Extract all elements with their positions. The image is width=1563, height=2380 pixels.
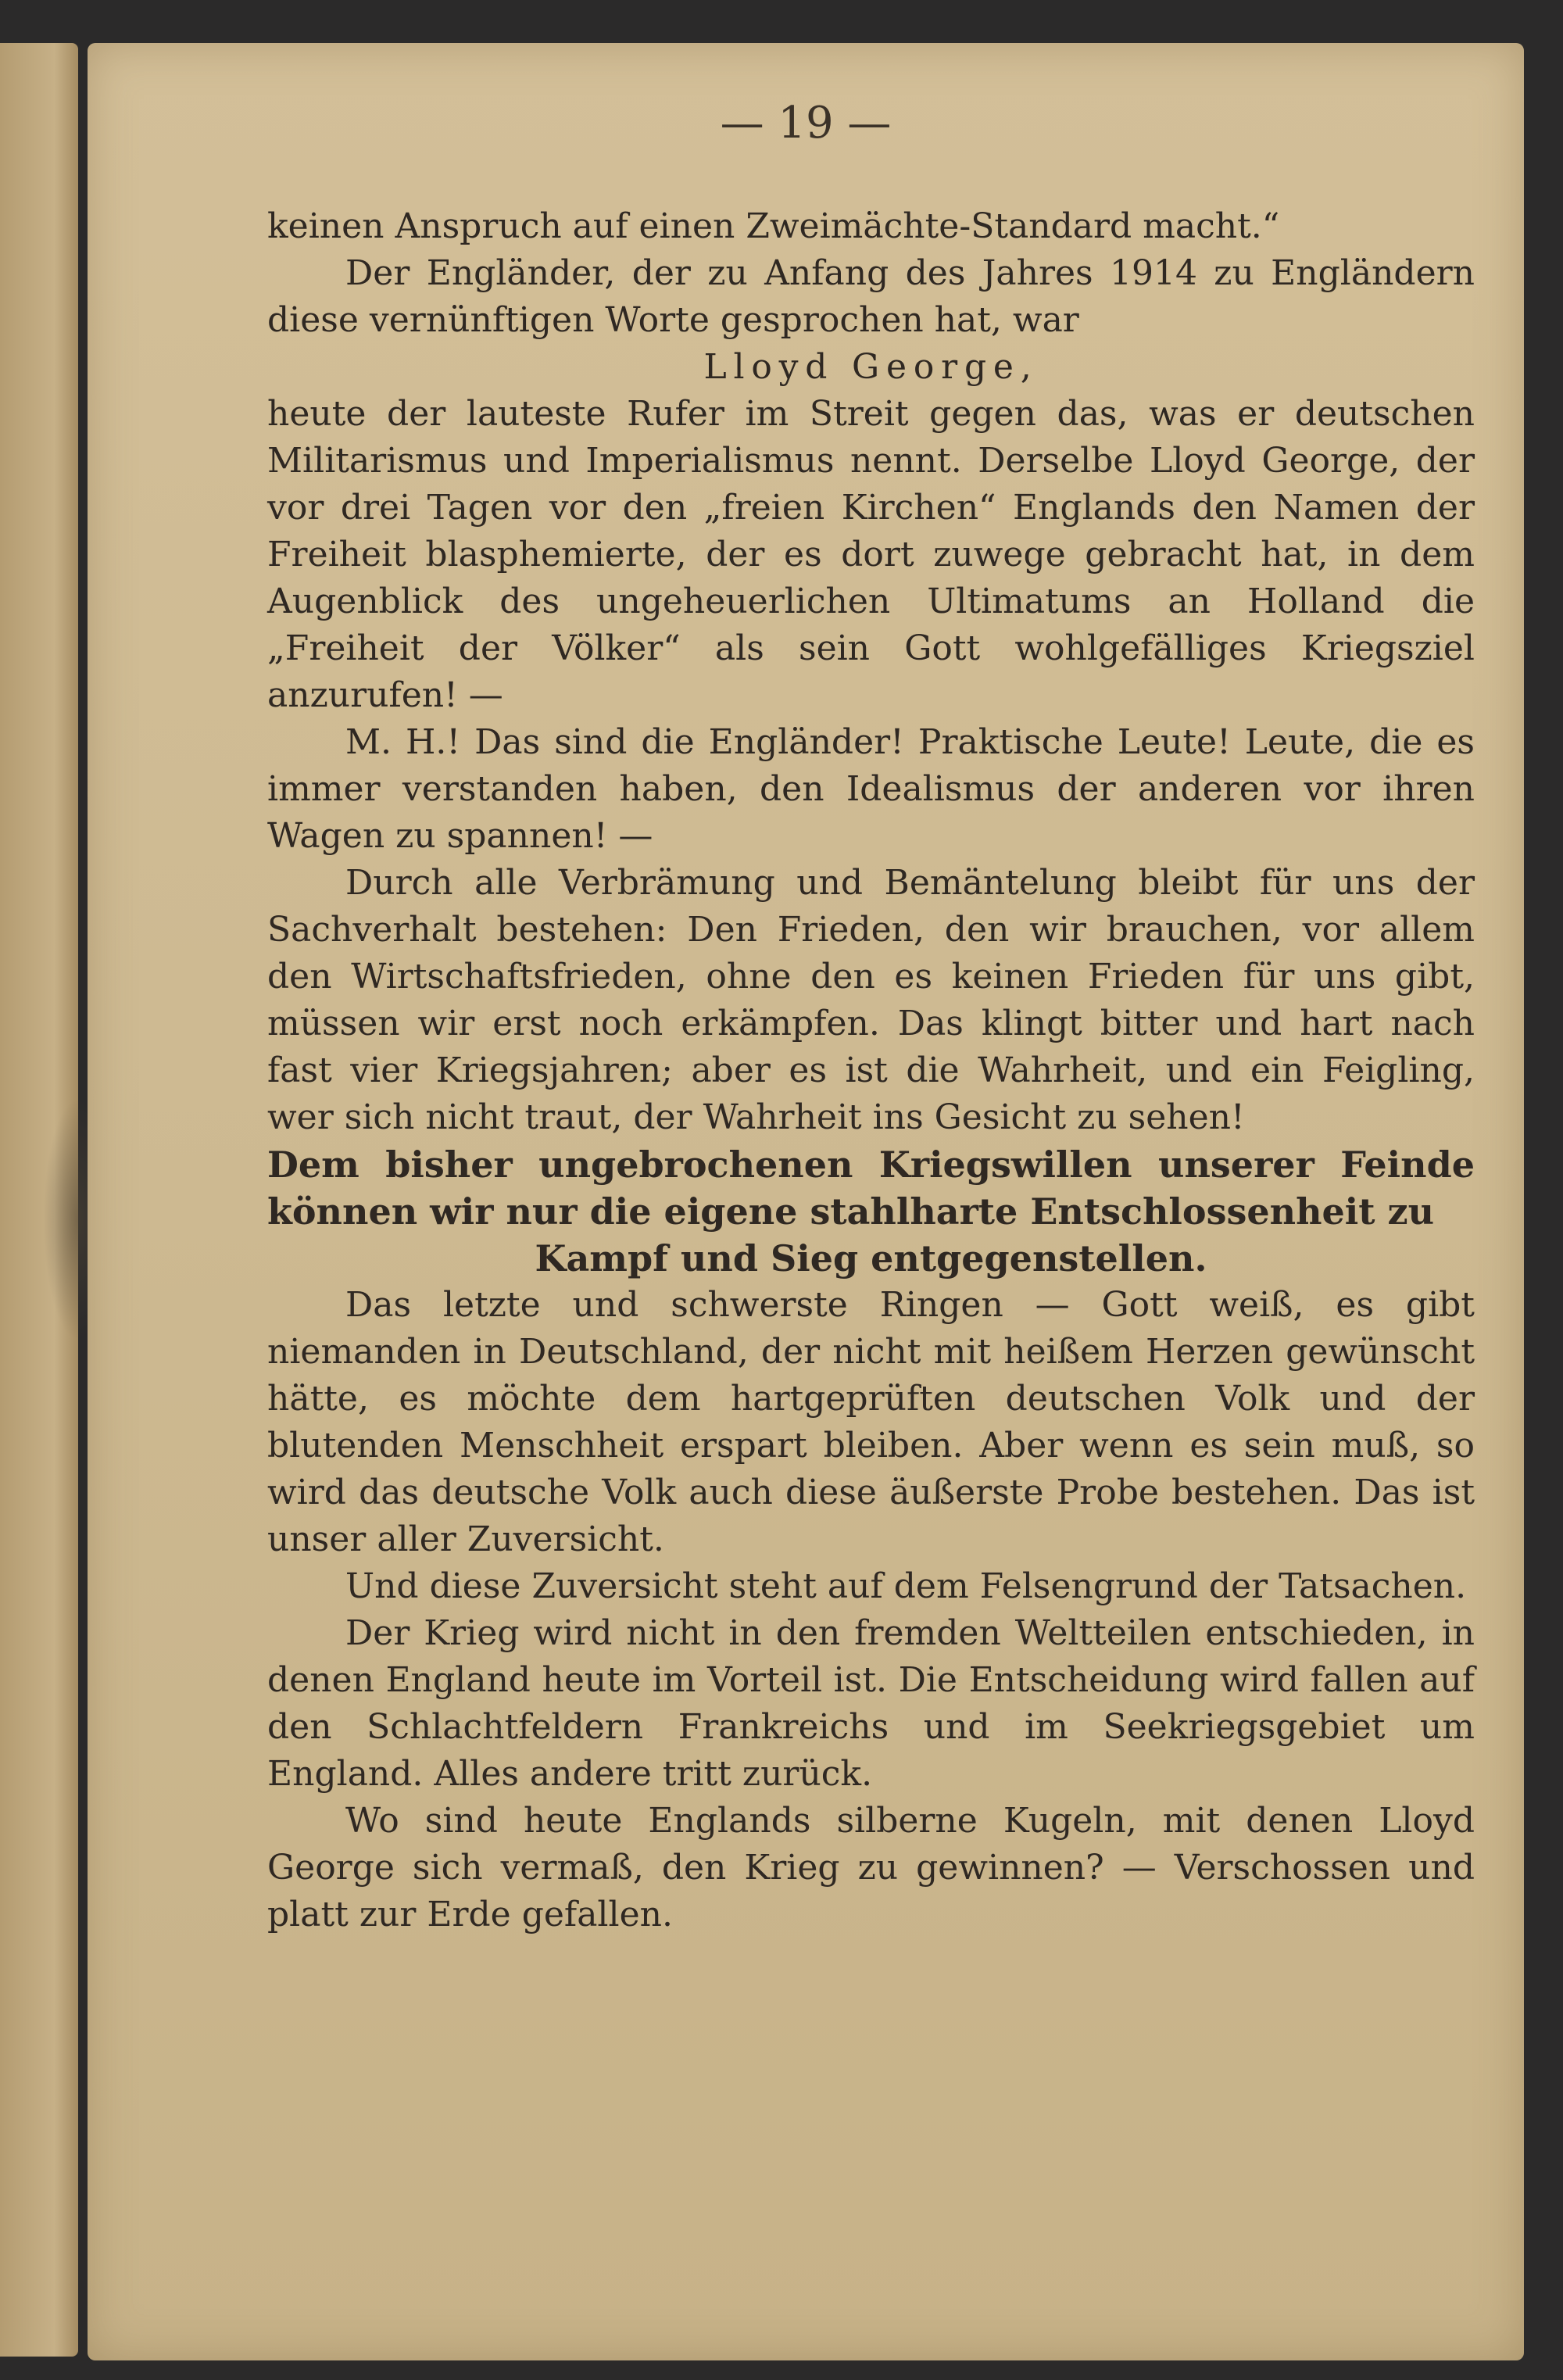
paragraph: Das letzte und schwerste Ringen — Gott weiß, es gibt niemanden in Deutschland, der nicht mit heißem Herzen gewünscht hätte, es möchte dem hartgeprüften deutschen Volk und der blutenden Menschheit erspart bleiben. Aber wenn es sein muß, so wird das deutsche Volk auch diese äußerste Probe bestehen. Das ist unser aller Zuversicht. bbox=[267, 1285, 1475, 1559]
page-number: — 19 — bbox=[720, 98, 892, 149]
paragraph: keinen Anspruch auf einen Zweimächte-Standard macht.“ bbox=[267, 206, 1280, 246]
emphasis-line: Kampf und Sieg entgegenstellen. bbox=[535, 1237, 1207, 1279]
name-heading: Lloyd George, bbox=[703, 347, 1039, 387]
paragraph: Und diese Zuversicht steht auf dem Felsengrund der Tatsachen. bbox=[345, 1566, 1467, 1606]
paragraph: Der Engländer, der zu Anfang des Jahres 1914 zu Engländern diese vernünftigen Worte gesprochen hat, war bbox=[267, 253, 1475, 340]
previous-page-edge bbox=[0, 43, 78, 2357]
paragraph: Durch alle Verbrämung und Bemäntelung bleibt für uns der Sachverhalt bestehen: Den Frieden, den wir brauchen, vor allem den Wirtschaftsfrieden, ohne den es keinen Frieden für uns gibt, müssen wir erst noch erkämpfen. Das klingt bitter und hart nach fast vier Kriegsjahren; aber es ist die Wahrheit, und ein Feigling, wer sich nicht traut, der Wahrheit ins Gesicht zu sehen! bbox=[267, 863, 1475, 1137]
paragraph: Der Krieg wird nicht in den fremden Weltteilen entschieden, in denen England heute im Vorteil ist. Die Entscheidung wird fallen auf den Schlachtfeldern Frankreichs und im Seekriegsgebiet um England. Alles andere tritt zurück. bbox=[267, 1613, 1475, 1794]
paragraph: Wo sind heute Englands silberne Kugeln, mit denen Lloyd George sich vermaß, den Krieg zu gewinnen? — Verschossen und platt zur Erde gefallen. bbox=[267, 1801, 1475, 1934]
emphasis-paragraph: Dem bisher ungebrochenen Kriegswillen unserer Feinde können wir nur die eigene stahlharte Entschlossenheit zu bbox=[267, 1143, 1475, 1233]
paragraph: heute der lauteste Rufer im Streit gegen das, was er deutschen Militarismus und Imperialismus nennt. Derselbe Lloyd George, der vor drei Tagen vor den „freien Kirchen“ Englands den Namen der Freiheit blasphemierte, der es dort zuwege gebracht hat, in dem Augenblick des ungeheuerlichen Ultimatums an Holland die „Freiheit der Völker“ als sein Gott wohlgefälliges Kriegsziel anzurufen! — bbox=[267, 394, 1475, 715]
page-text bbox=[267, 203, 1475, 1938]
book-page bbox=[88, 43, 1524, 2360]
paragraph: M. H.! Das sind die Engländer! Praktische Leute! Leute, die es immer verstanden haben, den Idealismus der anderen vor ihren Wagen zu spannen! — bbox=[267, 722, 1475, 856]
